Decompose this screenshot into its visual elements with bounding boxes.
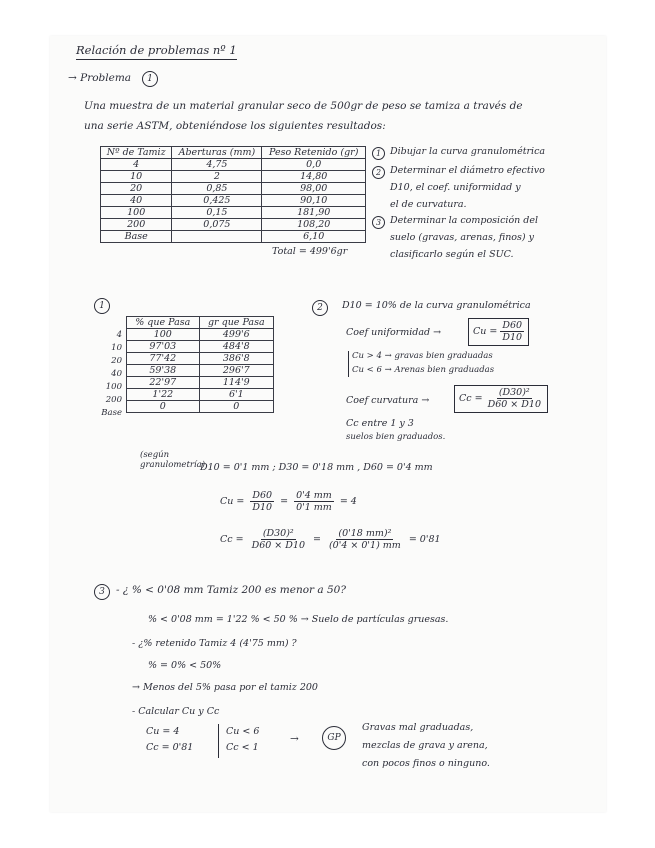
pass-table-cell: 296'7 bbox=[199, 365, 273, 377]
pass-table-cell: 484'8 bbox=[199, 341, 273, 353]
sieve-table-cell: 0,0 bbox=[262, 159, 366, 171]
sieve-table-row bbox=[101, 207, 366, 219]
sieve-table-row bbox=[101, 159, 366, 171]
sieve-table-cell: 14,80 bbox=[262, 171, 366, 183]
cu-calc-numerator: D60 bbox=[252, 490, 273, 501]
cc-calc-numerator: (D30)² bbox=[262, 528, 294, 539]
cc-lhs: Cc = bbox=[459, 393, 483, 405]
pass-sieve-label: Base bbox=[101, 408, 122, 418]
pass-table-cell: 499'6 bbox=[199, 329, 273, 341]
sieve-table-cell: 10 bbox=[101, 171, 172, 183]
question-calculate: - Calcular Cu y Cc bbox=[132, 706, 220, 717]
sieve-table-cell: 98,00 bbox=[262, 183, 366, 195]
cc-calc-numerator-value: (0'18 mm)² bbox=[338, 528, 392, 539]
answer-retained: % = 0% < 50% bbox=[148, 660, 222, 671]
cu-calculation bbox=[220, 490, 357, 514]
pass-table-row bbox=[127, 341, 274, 353]
sieve-table-header-cell: Peso Retenido (gr) bbox=[262, 147, 366, 159]
task-2-line-2: D10, el coef. uniformidad y bbox=[390, 182, 521, 193]
sieve-table-row bbox=[101, 219, 366, 231]
question-retained: - ¿% retenido Tamiz 4 (4'75 mm) ? bbox=[132, 638, 297, 649]
cc-numerator: (D30)² bbox=[498, 387, 530, 398]
pass-table-row bbox=[127, 365, 274, 377]
pass-table-cell: 100 bbox=[127, 329, 200, 341]
sieve-table-cell: 0,15 bbox=[172, 207, 262, 219]
cc-value: Cc = 0'81 bbox=[146, 742, 194, 753]
sieve-table-cell bbox=[172, 231, 262, 243]
sieve-table-cell: 0,85 bbox=[172, 183, 262, 195]
task-1-line-1: Dibujar la curva granulométrica bbox=[390, 146, 546, 157]
cu-calc-numerator-value: 0'4 mm bbox=[296, 490, 332, 501]
cu-lhs: Cu = bbox=[473, 326, 498, 338]
pass-table-row bbox=[127, 401, 274, 413]
cc-note-1: Cc entre 1 y 3 bbox=[346, 418, 414, 429]
sieve-table-cell: 4 bbox=[101, 159, 172, 171]
result-line-2: mezclas de grava y arena, bbox=[362, 740, 488, 751]
condition-cu-gravel: Cu > 4 → gravas bien graduadas bbox=[352, 351, 493, 361]
condition-cc: Cc < 1 bbox=[226, 742, 259, 753]
pass-table-cell: 6'1 bbox=[199, 389, 273, 401]
pass-table-cell: 22'97 bbox=[127, 377, 200, 389]
cond-brace bbox=[348, 351, 349, 377]
sieve-table-row bbox=[101, 195, 366, 207]
task-2-line-3: el de curvatura. bbox=[390, 199, 467, 210]
pass-table-cell: 386'8 bbox=[199, 353, 273, 365]
page-title: Relación de problemas nº 1 bbox=[76, 44, 237, 60]
cc-label: Coef curvatura → bbox=[346, 395, 430, 406]
task-3-line-3: clasificarlo según el SUC. bbox=[390, 249, 514, 260]
cc-formula-box bbox=[454, 385, 548, 413]
cu-calc-equals: = bbox=[280, 496, 289, 508]
task-3-line-1: Determinar la composición del bbox=[390, 215, 539, 226]
statement-line-2: una serie ASTM, obteniéndose los siguientes resultados: bbox=[84, 120, 386, 132]
condition-cu: Cu < 6 bbox=[226, 726, 260, 737]
result-line-1: Gravas mal graduadas, bbox=[362, 722, 474, 733]
pass-table-cell: 97'03 bbox=[127, 341, 200, 353]
sieve-table-cell: Base bbox=[101, 231, 172, 243]
sieve-table-cell: 200 bbox=[101, 219, 172, 231]
problem-number: 1 bbox=[142, 71, 158, 87]
sieve-table-cell: 2 bbox=[172, 171, 262, 183]
pass-table-cell: 77'42 bbox=[127, 353, 200, 365]
pass-table-header-cell: gr que Pasa bbox=[199, 317, 273, 329]
sieve-table-row bbox=[101, 171, 366, 183]
answer-fines: % < 0'08 mm = 1'22 % < 50 % → Suelo de partículas gruesas. bbox=[148, 614, 449, 625]
task-2-number: 2 bbox=[372, 166, 385, 179]
sieve-table bbox=[100, 146, 366, 243]
cu-denominator: D10 bbox=[502, 332, 523, 344]
pass-sieve-label: 100 bbox=[105, 382, 122, 392]
pass-table-cell: 0 bbox=[127, 401, 200, 413]
cu-label: Coef uniformidad → bbox=[346, 327, 442, 338]
cu-numerator: D60 bbox=[502, 320, 523, 331]
sieve-table-cell: 0,075 bbox=[172, 219, 262, 231]
total-weight: Total = 499'6gr bbox=[272, 246, 348, 257]
result-arrow: → bbox=[290, 733, 299, 745]
sieve-table-cell: 90,10 bbox=[262, 195, 366, 207]
sieve-table-cell: 100 bbox=[101, 207, 172, 219]
pass-table-header-cell: % que Pasa bbox=[127, 317, 200, 329]
question-fines: - ¿ % < 0'08 mm Tamiz 200 es menor a 50? bbox=[116, 584, 346, 596]
sieve-table-cell: 4,75 bbox=[172, 159, 262, 171]
sieve-table-header-row bbox=[101, 147, 366, 159]
part-1-number: 1 bbox=[94, 298, 110, 314]
sieve-table-cell: 181,90 bbox=[262, 207, 366, 219]
sieve-table-header-cell: Aberturas (mm) bbox=[172, 147, 262, 159]
cu-calc-result: = 4 bbox=[339, 496, 357, 508]
pass-sieve-label: 20 bbox=[111, 356, 122, 366]
cc-calc-denominator-value: (0'4 × 0'1) mm bbox=[328, 540, 401, 552]
pass-sieve-label: 200 bbox=[105, 395, 122, 405]
conditions-brace bbox=[218, 724, 219, 758]
cu-calc-denominator-value: 0'1 mm bbox=[296, 502, 332, 514]
cc-calc-result: = 0'81 bbox=[408, 534, 441, 546]
pass-table-cell: 1'22 bbox=[127, 389, 200, 401]
task-1-number: 1 bbox=[372, 147, 385, 160]
problem-label: → Problema bbox=[68, 72, 132, 84]
task-3-line-2: suelo (gravas, arenas, finos) y bbox=[390, 232, 534, 243]
pass-table bbox=[126, 316, 274, 413]
pass-table-row bbox=[127, 329, 274, 341]
pass-sieve-label: 40 bbox=[111, 369, 122, 379]
part-2-number: 2 bbox=[312, 300, 328, 316]
cc-calc-equals: = bbox=[313, 534, 321, 546]
cu-formula-box bbox=[468, 318, 529, 346]
cu-calc-denominator: D10 bbox=[252, 502, 273, 514]
soil-class-symbol: GP bbox=[322, 726, 346, 750]
result-line-3: con pocos finos o ninguno. bbox=[362, 758, 490, 769]
part-3-number: 3 bbox=[94, 584, 110, 600]
task-3-number: 3 bbox=[372, 216, 385, 229]
pass-table-cell: 0 bbox=[199, 401, 273, 413]
cc-calculation bbox=[220, 528, 441, 552]
notebook-page bbox=[50, 36, 606, 812]
sieve-table-cell: 0,425 bbox=[172, 195, 262, 207]
cc-note-2: suelos bien graduados. bbox=[346, 432, 446, 442]
sieve-table-header-cell: Nº de Tamiz bbox=[101, 147, 172, 159]
sieve-table-cell: 6,10 bbox=[262, 231, 366, 243]
pass-table-row bbox=[127, 353, 274, 365]
sieve-table-cell: 40 bbox=[101, 195, 172, 207]
sieve-table-cell: 20 bbox=[101, 183, 172, 195]
cc-calc-lhs: Cc = bbox=[220, 534, 244, 546]
cc-calc-denominator: D60 × D10 bbox=[251, 540, 305, 552]
statement-line-1: Una muestra de un material granular seco de 500gr de peso se tamiza a través de bbox=[84, 100, 523, 112]
d10-definition: D10 = 10% de la curva granulométrica bbox=[342, 300, 531, 311]
cc-denominator: D60 × D10 bbox=[487, 399, 541, 411]
sieve-table-row bbox=[101, 183, 366, 195]
cu-calc-lhs: Cu = bbox=[220, 496, 245, 508]
pass-table-cell: 59'38 bbox=[127, 365, 200, 377]
sieve-table-row bbox=[101, 231, 366, 243]
pass-table-header-row bbox=[127, 317, 274, 329]
condition-cu-sand: Cu < 6 → Arenas bien graduadas bbox=[352, 365, 495, 375]
pass-sieve-label: 10 bbox=[111, 343, 122, 353]
sieve-table-cell: 108,20 bbox=[262, 219, 366, 231]
pass-table-row bbox=[127, 389, 274, 401]
calc-note: (según granulometría) bbox=[140, 450, 206, 471]
pass-table-row bbox=[127, 377, 274, 389]
cu-value: Cu = 4 bbox=[146, 726, 180, 737]
task-2-line-1: Determinar el diámetro efectivo bbox=[390, 165, 545, 176]
pass-table-cell: 114'9 bbox=[199, 377, 273, 389]
pass-sieve-label: 4 bbox=[116, 330, 122, 340]
note-passing-200: → Menos del 5% pasa por el tamiz 200 bbox=[132, 682, 318, 693]
diameter-values: D10 = 0'1 mm ; D30 = 0'18 mm , D60 = 0'4 mm bbox=[200, 462, 433, 473]
